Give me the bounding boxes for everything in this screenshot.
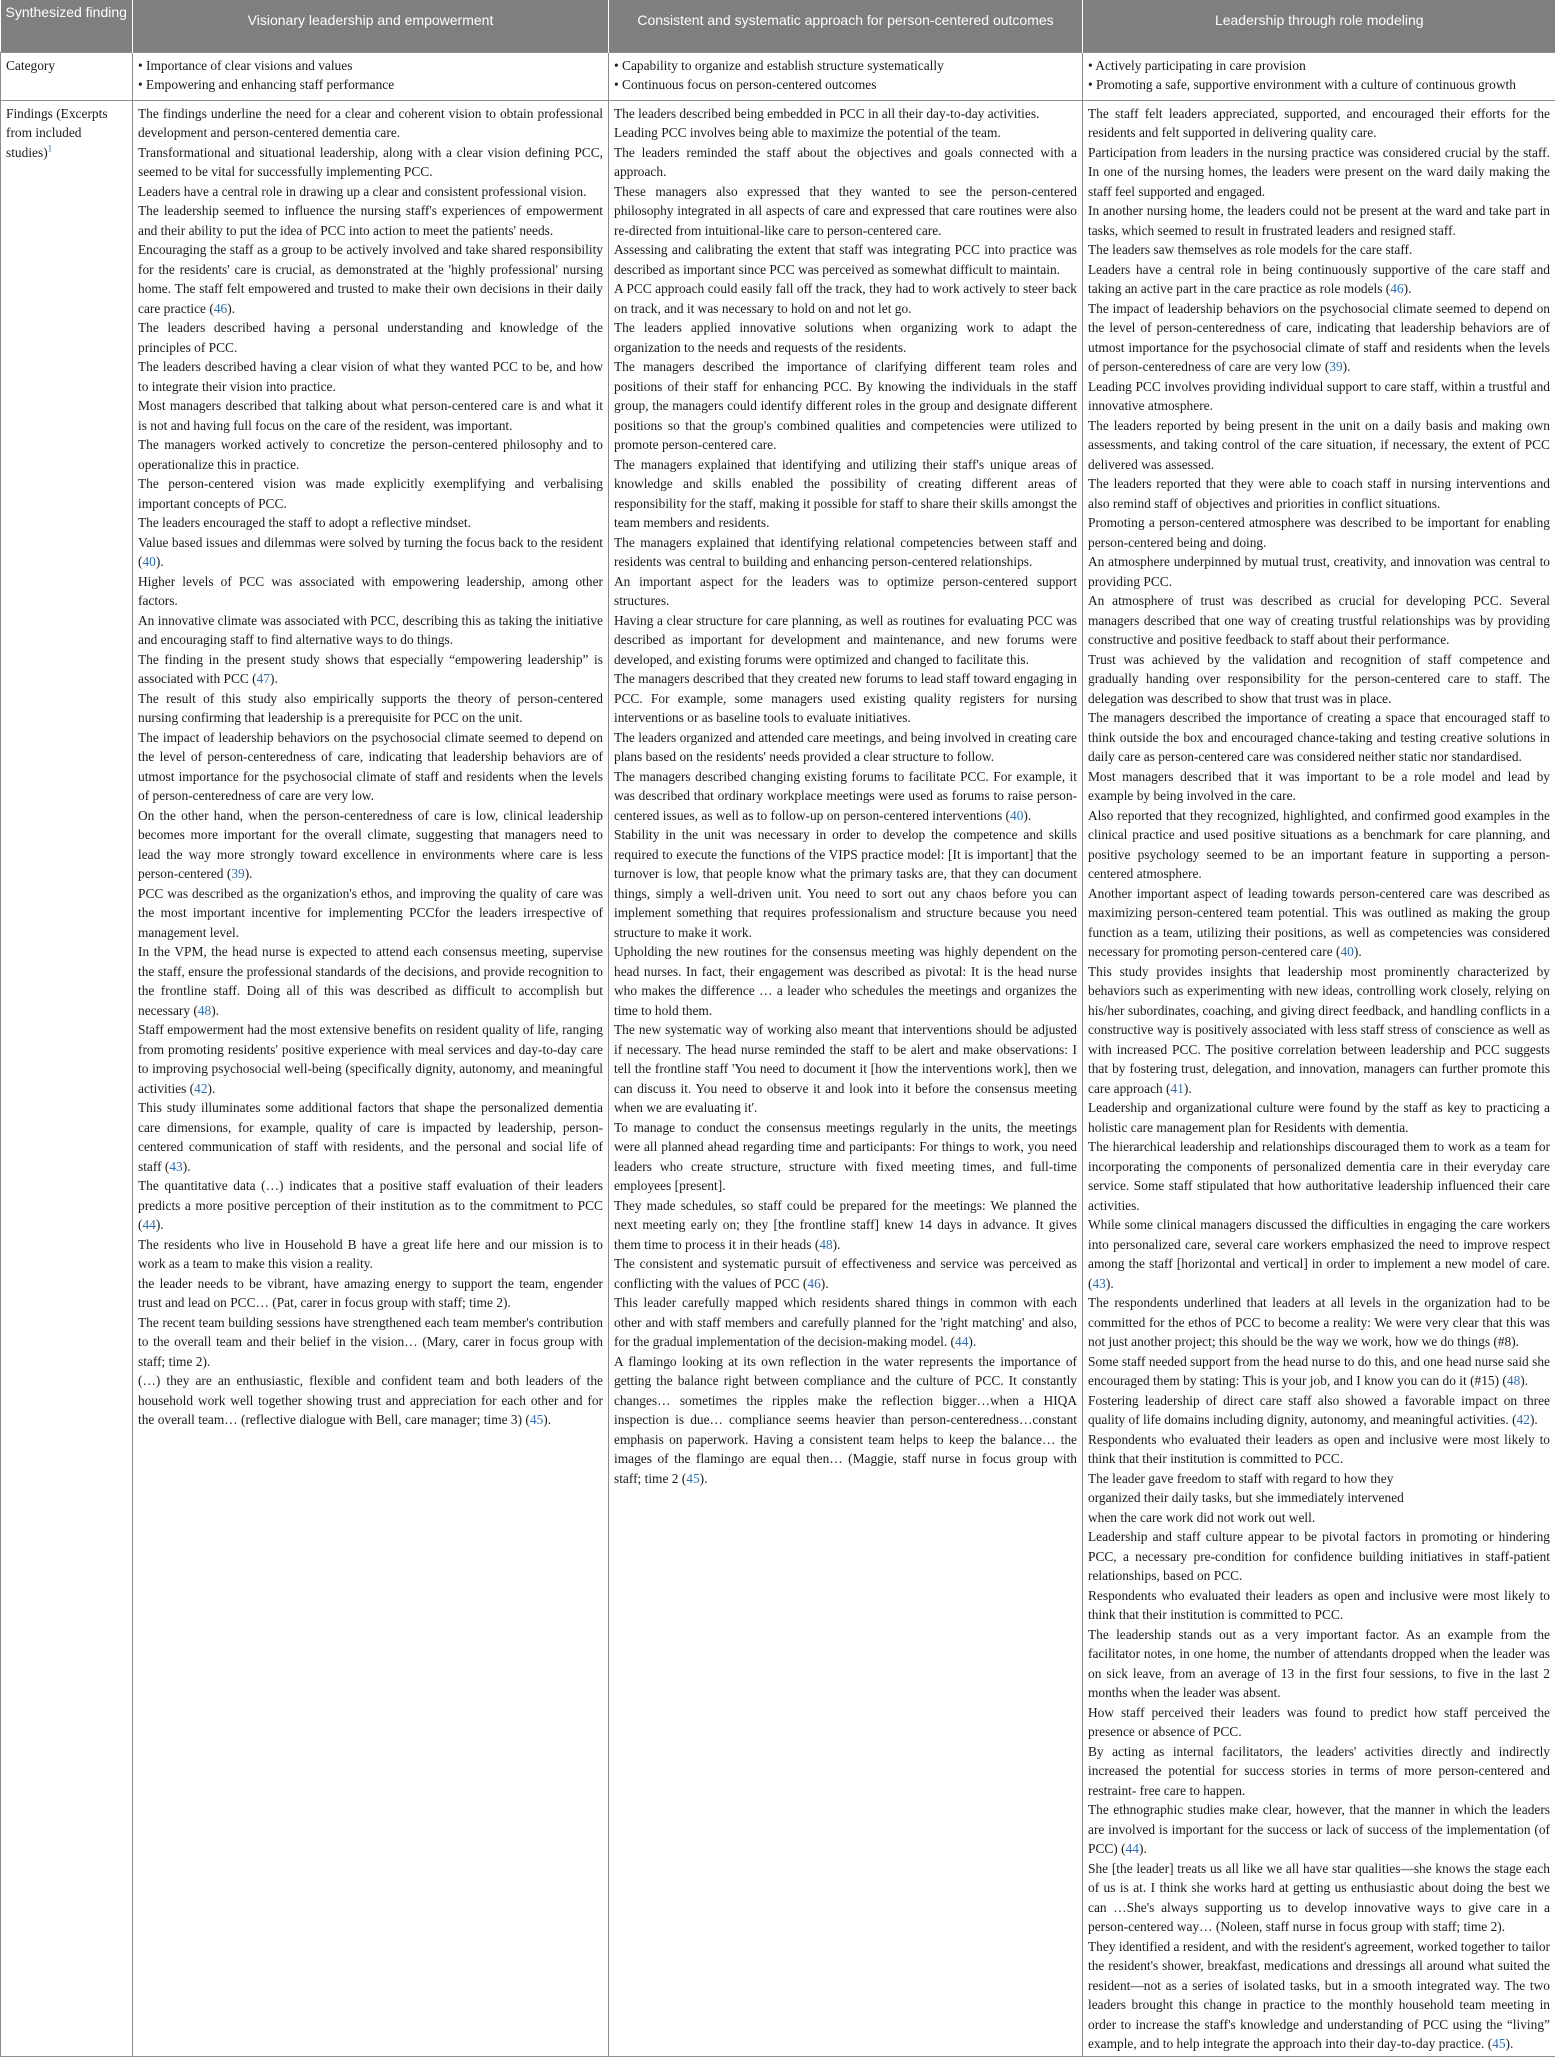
citation-reference[interactable]: 44 xyxy=(142,1217,155,1232)
table-header-row xyxy=(1,0,1555,52)
findings-cell-role-modeling xyxy=(1083,100,1555,2056)
citation-reference[interactable]: 39 xyxy=(1329,359,1342,374)
header-consistent-approach: Consistent and systematic approach for person-centered outcomes xyxy=(609,0,1083,52)
citation-reference[interactable]: 48 xyxy=(198,1003,211,1018)
finding-excerpt: In the VPM, the head nurse is expected to attend each consensus meeting, supervise the staff, ensure the professional standards of the decisions, and provide recognition to the frontline staff. Doing all of this was described as difficult to accomplish but necessary (48). xyxy=(138,942,603,1020)
finding-excerpt: Promoting a person-centered atmosphere was described to be important for enabling person-centered being and doing. xyxy=(1088,513,1550,552)
finding-excerpt: The quantitative data (…) indicates that a positive staff evaluation of their leaders predicts a more positive perception of their institution as to the commitment to PCC (44). xyxy=(138,1176,603,1235)
finding-excerpt: The leaders encouraged the staff to adopt a reflective mindset. xyxy=(138,513,603,533)
category-cell-role-modeling xyxy=(1083,52,1555,100)
finding-excerpt: Assessing and calibrating the extent that staff was integrating PCC into practice was described as important since PCC was perceived as somewhat difficult to maintain. xyxy=(614,240,1077,279)
category-bullet: • Importance of clear visions and values xyxy=(138,56,603,75)
finding-excerpt: The hierarchical leadership and relationships discouraged them to work as a team for incorporating the components of personalized dementia care in their everyday care service. Some staff stipulated that how authoritative leadership influenced their care activities. xyxy=(1088,1137,1550,1215)
finding-excerpt: The managers described changing existing forums to facilitate PCC. For example, it was described that ordinary workplace meetings were used as forums to raise person-centered issues, as well as to follow-up on person-centered interventions (40). xyxy=(614,767,1077,826)
finding-excerpt: These managers also expressed that they wanted to see the person-centered philosophy integrated in all aspects of care and expressed that care routines were also re-directed from intuitional-like care to person-centered care. xyxy=(614,182,1077,241)
finding-excerpt: Most managers described that talking about what person-centered care is and what it is not and having full focus on the care of the resident, was important. xyxy=(138,396,603,435)
category-label: Category xyxy=(1,52,133,100)
finding-excerpt: Leaders have a central role in drawing up a clear and consistent professional vision. xyxy=(138,182,603,202)
citation-reference[interactable]: 39 xyxy=(231,866,244,881)
finding-excerpt: They made schedules, so staff could be prepared for the meetings: We planned the next meeting early on; they [the frontline staff] knew 14 days in advance. It gives them time to process it in their heads (48). xyxy=(614,1196,1077,1255)
finding-excerpt: She [the leader] treats us all like we all have star qualities—she knows the stage each of us is at. I think she works hard at getting us enthusiastic about doing the best we can …She's always supporting us to develop innovative ways to give care in a person-centered way… (Noleen, staff nurse in focus group with staff; time 2). xyxy=(1088,1859,1550,1937)
finding-excerpt: The person-centered vision was made explicitly exemplifying and verbalising important concepts of PCC. xyxy=(138,474,603,513)
finding-excerpt: Another important aspect of leading towards person-centered care was described as maximizing person-centered team potential. This was outlined as making the group function as a team, utilizing their positions, as well as competencies was considered necessary for promoting person-centered care (40). xyxy=(1088,884,1550,962)
finding-excerpt: PCC was described as the organization's ethos, and improving the quality of care was the most important incentive for implementing PCCfor the leaders irrespective of management level. xyxy=(138,884,603,943)
category-cell-consistent xyxy=(609,52,1083,100)
finding-excerpt: How staff perceived their leaders was found to predict how staff perceived the presence or absence of PCC. xyxy=(1088,1703,1550,1742)
finding-excerpt: The leadership stands out as a very important factor. As an example from the facilitator notes, in one home, the number of attendants dropped when the leader was on sick leave, from an average of 13 in the first four sessions, to five in the last 2 months when the leader was absent. xyxy=(1088,1625,1550,1703)
findings-cell-consistent xyxy=(609,100,1083,2056)
finding-excerpt: While some clinical managers discussed the difficulties in engaging the care workers into personalized care, several care workers emphasized the need to improve respect among the staff [horizontal and vertical] in order to implement a new model of care. (43). xyxy=(1088,1215,1550,1293)
category-row xyxy=(1,52,1555,100)
finding-excerpt: An innovative climate was associated with PCC, describing this as taking the initiative and encouraging staff to find alternative ways to do things. xyxy=(138,611,603,650)
citation-reference[interactable]: 47 xyxy=(257,671,270,686)
finding-excerpt: Leaders have a central role in being continuously supportive of the care staff and taking an active part in the care practice as role models (46). xyxy=(1088,260,1550,299)
finding-excerpt: The leader gave freedom to staff with regard to how they organized their daily tasks, but she immediately intervened when the care work did not work out well. xyxy=(1088,1469,1550,1528)
finding-excerpt: Staff empowerment had the most extensive benefits on resident quality of life, ranging from promoting residents' positive experience with meal services and day-to-day care to improving psychosocial well-being (specifically dignity, autonomy, and meaningful activities (42). xyxy=(138,1020,603,1098)
finding-excerpt: The recent team building sessions have strengthened each team member's contribution to the overall team and their belief in the vision… (Mary, carer in focus group with staff; time 2). xyxy=(138,1313,603,1372)
finding-excerpt: Respondents who evaluated their leaders as open and inclusive were most likely to think that their institution is committed to PCC. xyxy=(1088,1430,1550,1469)
finding-excerpt: The managers described that they created new forums to lead staff toward engaging in PCC. For example, some managers used existing quality registers for nursing interventions or as baseline tools to evaluate initiatives. xyxy=(614,669,1077,728)
citation-reference[interactable]: 40 xyxy=(1340,944,1353,959)
finding-excerpt: By acting as internal facilitators, the leaders' activities directly and indirectly increased the potential for success stories in terms of more person-centered and restraint- free care to happen. xyxy=(1088,1742,1550,1801)
finding-excerpt: An important aspect for the leaders was to optimize person-centered support structures. xyxy=(614,572,1077,611)
finding-excerpt: The managers described the importance of clarifying different team roles and positions of their staff for enhancing PCC. By knowing the individuals in the staff group, the managers could identify different roles in the group and designate different positions so that the group's combined qualities and competencies were utilized to promote person-centered care. xyxy=(614,357,1077,455)
finding-excerpt: The staff felt leaders appreciated, supported, and encouraged their efforts for the residents and felt supported in delivering quality care. xyxy=(1088,104,1550,143)
finding-excerpt: The finding in the present study shows that especially “empowering leadership” is associated with PCC (47). xyxy=(138,650,603,689)
finding-excerpt: The leaders reported by being present in the unit on a daily basis and making own assessments, and taking control of the care situation, if necessary, the extent of PCC delivered was assessed. xyxy=(1088,416,1550,475)
finding-excerpt: Leadership and organizational culture were found by the staff as key to practicing a holistic care management plan for Residents with dementia. xyxy=(1088,1098,1550,1137)
finding-excerpt: To manage to conduct the consensus meetings regularly in the units, the meetings were all planned ahead regarding time and participants: For things to work, you need leaders who create structure, structure with fixed meeting times, and full-time employees [present]. xyxy=(614,1118,1077,1196)
finding-excerpt: Stability in the unit was necessary in order to develop the competence and skills required to execute the functions of the VIPS practice model: [It is important] that the turnover is low, that people know what the primary tasks are, that they can document things, simply a well-driven unit. You need to sort out any chaos before you can implement something that requires professionalism and structure because you need structure to make it work. xyxy=(614,825,1077,942)
findings-label-cell xyxy=(1,100,133,2056)
finding-excerpt: The managers worked actively to concretize the person-centered philosophy and to operationalize this in practice. xyxy=(138,435,603,474)
header-synthesized-finding: Synthesized finding xyxy=(1,0,133,52)
citation-reference[interactable]: 45 xyxy=(530,1412,543,1427)
finding-excerpt: Respondents who evaluated their leaders as open and inclusive were most likely to think that their institution is committed to PCC. xyxy=(1088,1586,1550,1625)
citation-reference[interactable]: 43 xyxy=(169,1159,182,1174)
citation-reference[interactable]: 46 xyxy=(807,1276,820,1291)
finding-excerpt: In another nursing home, the leaders could not be present at the ward and take part in tasks, which seemed to result in frustrated leaders and resigned staff. xyxy=(1088,201,1550,240)
findings-row xyxy=(1,100,1555,2056)
finding-excerpt: The ethnographic studies make clear, however, that the manner in which the leaders are involved is important for the success or lack of success of the implementation (of PCC) (44). xyxy=(1088,1800,1550,1859)
finding-excerpt: Fostering leadership of direct care staff also showed a favorable impact on three quality of life domains including dignity, autonomy, and meaningful activities. (42). xyxy=(1088,1391,1550,1430)
category-bullet: • Continuous focus on person-centered outcomes xyxy=(614,75,1077,94)
finding-excerpt: The leadership seemed to influence the nursing staff's experiences of empowerment and their ability to put the idea of PCC into action to meet the patients' needs. xyxy=(138,201,603,240)
footnote-marker: 1 xyxy=(48,143,53,153)
finding-excerpt: The new systematic way of working also meant that interventions should be adjusted if necessary. The head nurse reminded the staff to be alert and make observations: I tell the frontline staff 'You need to document it [how the interventions work], then we can discuss it. You need to observe it and look into it before the consensus meeting when we are evaluating it'. xyxy=(614,1020,1077,1118)
category-bullet: • Promoting a safe, supportive environment with a culture of continuous growth xyxy=(1088,75,1550,94)
finding-excerpt: The impact of leadership behaviors on the psychosocial climate seemed to depend on the level of person-centeredness of care, indicating that leadership behaviors are of utmost importance for the psychosocial climate of staff and residents when the levels of person-centeredness of care are very low. xyxy=(138,728,603,806)
finding-excerpt: An atmosphere underpinned by mutual trust, creativity, and innovation was central to providing PCC. xyxy=(1088,552,1550,591)
category-bullet: • Empowering and enhancing staff performance xyxy=(138,75,603,94)
finding-excerpt: An atmosphere of trust was described as crucial for developing PCC. Several managers described that one way of creating trustful relationships was by providing constructive and positive feedback to staff about their performance. xyxy=(1088,591,1550,650)
finding-excerpt: (…) they are an enthusiastic, flexible and confident team and both leaders of the household work well together showing trust and appreciation for each other and for the overall team… (reflective dialogue with Bell, care manager; time 3) (45). xyxy=(138,1371,603,1430)
finding-excerpt: This study provides insights that leadership most prominently characterized by behaviors such as experimenting with new ideas, controlling work closely, relying on his/her subordinates, coaching, and giving direct feedback, and handling conflicts in a constructive way is positively associated with less staff stress of conscience as well as with increased PCC. The positive correlation between leadership and PCC suggests that by fostering trust, delegation, and innovation, managers can further promote this care approach (41). xyxy=(1088,962,1550,1099)
citation-reference[interactable]: 46 xyxy=(1390,281,1403,296)
finding-excerpt: Some staff needed support from the head nurse to do this, and one head nurse said she encouraged them by stating: This is your job, and I know you can do it (#15) (48). xyxy=(1088,1352,1550,1391)
citation-reference[interactable]: 44 xyxy=(1126,1841,1139,1856)
citation-reference[interactable]: 40 xyxy=(1010,808,1023,823)
finding-excerpt: the leader needs to be vibrant, have amazing energy to support the team, engender trust and lead on PCC… (Pat, carer in focus group with staff; time 2). xyxy=(138,1274,603,1313)
finding-excerpt: The leaders described having a clear vision of what they wanted PCC to be, and how to integrate their vision into practice. xyxy=(138,357,603,396)
finding-excerpt: Most managers described that it was important to be a role model and lead by example by being involved in the care. xyxy=(1088,767,1550,806)
citation-reference[interactable]: 46 xyxy=(214,301,227,316)
header-visionary-leadership: Visionary leadership and empowerment xyxy=(133,0,609,52)
finding-excerpt: Leading PCC involves providing individual support to care staff, within a trustful and innovative atmosphere. xyxy=(1088,377,1550,416)
citation-reference[interactable]: 41 xyxy=(1171,1081,1184,1096)
citation-reference[interactable]: 48 xyxy=(1507,1373,1520,1388)
citation-reference[interactable]: 43 xyxy=(1092,1276,1105,1291)
category-bullet: • Actively participating in care provision xyxy=(1088,56,1550,75)
finding-excerpt: Leading PCC involves being able to maximize the potential of the team. xyxy=(614,123,1077,143)
finding-excerpt: Leadership and staff culture appear to be pivotal factors in promoting or hindering PCC, a necessary pre-condition for confidence building initiatives in staff-patient relationships, based on PCC. xyxy=(1088,1527,1550,1586)
finding-excerpt: The managers explained that identifying and utilizing their staff's unique areas of knowledge and skills enabled the possibility of creating different areas of responsibility for the staff, making it possible for staff to share their skills amongst the team members and residents. xyxy=(614,455,1077,533)
finding-excerpt: The respondents underlined that leaders at all levels in the organization had to be committed for the ethos of PCC to become a reality: We were very clear that this was not just another project; this should be the way we work, how we do things (#8). xyxy=(1088,1293,1550,1352)
citation-reference[interactable]: 45 xyxy=(1492,2036,1505,2051)
finding-excerpt: The leaders described being embedded in PCC in all their day-to-day activities. xyxy=(614,104,1077,124)
citation-reference[interactable]: 44 xyxy=(955,1334,968,1349)
findings-cell-visionary xyxy=(133,100,609,2056)
finding-excerpt: Transformational and situational leadership, along with a clear vision defining PCC, seemed to be vital for successfully implementing PCC. xyxy=(138,143,603,182)
findings-label: Findings (Excerpts from included studies) xyxy=(6,106,108,160)
finding-excerpt: The managers described the importance of creating a space that encouraged staff to think outside the box and encouraged chance-taking and testing creative solutions in daily care as person-centered care was considered neither static nor standardised. xyxy=(1088,708,1550,767)
finding-excerpt: The leaders reported that they were able to coach staff in nursing interventions and also remind staff of objectives and priorities in conflict situations. xyxy=(1088,474,1550,513)
finding-excerpt: The leaders reminded the staff about the objectives and goals connected with a approach. xyxy=(614,143,1077,182)
category-cell-visionary xyxy=(133,52,609,100)
finding-excerpt: Upholding the new routines for the consensus meeting was highly dependent on the head nurses. In fact, their engagement was described as pivotal: It is the head nurse who makes the difference … a leader who schedules the meetings and organizes the time to hold them. xyxy=(614,942,1077,1020)
finding-excerpt: The consistent and systematic pursuit of effectiveness and service was perceived as conflicting with the values of PCC (46). xyxy=(614,1254,1077,1293)
finding-excerpt: Also reported that they recognized, highlighted, and confirmed good examples in the clinical practice and used positive situations as a benchmark for care planning, and positive psychology seemed to be an important feature in supporting a person-centered atmosphere. xyxy=(1088,806,1550,884)
finding-excerpt: This study illuminates some additional factors that shape the personalized dementia care dimensions, for example, quality of care is impacted by leadership, person-centered communication of staff with residents, and the personal and social life of staff (43). xyxy=(138,1098,603,1176)
finding-excerpt: Higher levels of PCC was associated with empowering leadership, among other factors. xyxy=(138,572,603,611)
citation-reference[interactable]: 42 xyxy=(194,1081,207,1096)
finding-excerpt: The leaders applied innovative solutions when organizing work to adapt the organization to the needs and requests of the residents. xyxy=(614,318,1077,357)
finding-excerpt: Participation from leaders in the nursing practice was considered crucial by the staff. In one of the nursing homes, the leaders were present on the ward daily making the staff feel supported and engaged. xyxy=(1088,143,1550,202)
citation-reference[interactable]: 40 xyxy=(142,554,155,569)
finding-excerpt: A flamingo looking at its own reflection in the water represents the importance of getting the balance right between compliance and the culture of PCC. It constantly changes… sometimes the ripples make the reflection bigger…when a HIQA inspection is due… compliance seems heavier than person-centeredness…constant emphasis on paperwork. Having a consistent team helps to keep the balance… the images of the flamingo are equal then… (Maggie, staff nurse in focus group with staff; time 2 (45). xyxy=(614,1352,1077,1489)
finding-excerpt: They identified a resident, and with the resident's agreement, worked together to tailor the resident's shower, breakfast, medications and dressings all around what suited the resident—not as a series of isolated tasks, but in a smooth integrated way. The two leaders brought this change in practice to the monthly household team meeting in order to increase the staff's knowledge and understanding of PCC using the “living” example, and to help integrate the approach into their day-to-day practice. (45). xyxy=(1088,1937,1550,2054)
finding-excerpt: This leader carefully mapped which residents shared things in common with each other and with staff members and carefully planned for the 'right matching' and also, for the gradual implementation of the decision-making model. (44). xyxy=(614,1293,1077,1352)
finding-excerpt: The result of this study also empirically supports the theory of person-centered nursing confirming that leadership is a prerequisite for PCC on the unit. xyxy=(138,689,603,728)
citation-reference[interactable]: 48 xyxy=(819,1237,832,1252)
finding-excerpt: The impact of leadership behaviors on the psychosocial climate seemed to depend on the level of person-centeredness of care, indicating that leadership behaviors are of utmost importance for the psychosocial climate of staff and residents when the levels of person-centeredness of care are very low (39). xyxy=(1088,299,1550,377)
finding-excerpt: Trust was achieved by the validation and recognition of staff competence and gradually handing over responsibility for the person-centered care to staff. The delegation was described to show that trust was in place. xyxy=(1088,650,1550,709)
category-bullet: • Capability to organize and establish structure systematically xyxy=(614,56,1077,75)
citation-reference[interactable]: 45 xyxy=(686,1471,699,1486)
citation-reference[interactable]: 42 xyxy=(1517,1412,1530,1427)
finding-excerpt: The leaders saw themselves as role models for the care staff. xyxy=(1088,240,1550,260)
finding-excerpt: The findings underline the need for a clear and coherent vision to obtain professional development and person-centered dementia care. xyxy=(138,104,603,143)
finding-excerpt: The residents who live in Household B have a great life here and our mission is to work as a team to make this vision a reality. xyxy=(138,1235,603,1274)
finding-excerpt: Value based issues and dilemmas were solved by turning the focus back to the resident (40). xyxy=(138,533,603,572)
header-role-modeling: Leadership through role modeling xyxy=(1083,0,1555,52)
finding-excerpt: Having a clear structure for care planning, as well as routines for evaluating PCC was described as important for development and maintenance, and new forums were developed, and existing forums were optimized and changed to facilitate this. xyxy=(614,611,1077,670)
finding-excerpt: The leaders described having a personal understanding and knowledge of the principles of PCC. xyxy=(138,318,603,357)
finding-excerpt: Encouraging the staff as a group to be actively involved and take shared responsibility for the residents' care is crucial, as demonstrated at the 'highly professional' nursing home. The staff felt empowered and trusted to make their own decisions in their daily care practice (46). xyxy=(138,240,603,318)
finding-excerpt: The leaders organized and attended care meetings, and being involved in creating care plans based on the residents' needs provided a clear structure to follow. xyxy=(614,728,1077,767)
finding-excerpt: On the other hand, when the person-centeredness of care is low, clinical leadership becomes more important for the overall climate, suggesting that managers need to lead the way more strongly toward excellence in environments where care is less person-centered (39). xyxy=(138,806,603,884)
finding-excerpt: A PCC approach could easily fall off the track, they had to work actively to steer back on track, and it was necessary to hold on and not let go. xyxy=(614,279,1077,318)
finding-excerpt: The managers explained that identifying relational competencies between staff and residents was central to building and enhancing person-centered relationships. xyxy=(614,533,1077,572)
